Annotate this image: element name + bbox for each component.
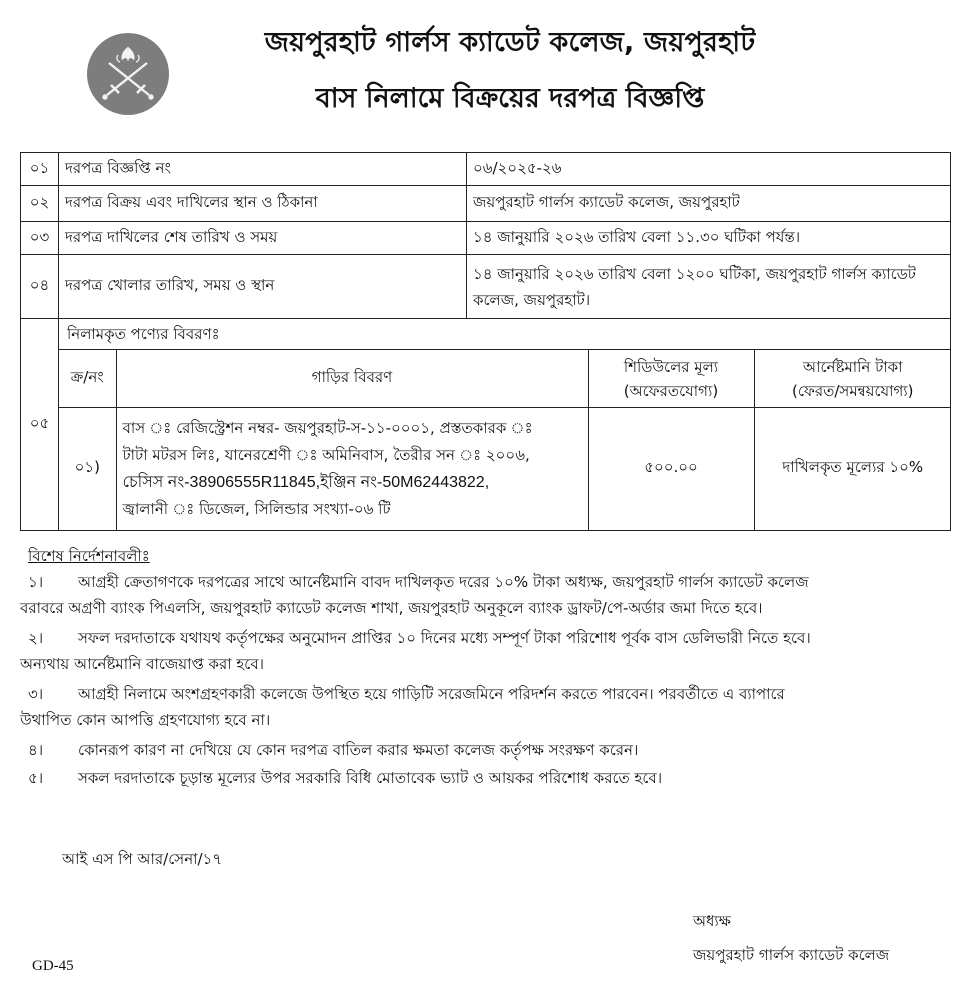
- instruction-number: ২।: [28, 629, 44, 647]
- auction-header-row: [59, 350, 951, 408]
- instructions-heading: বিশেষ নির্দেশনাবলীঃ: [28, 547, 150, 565]
- col-serial-header: ক্র/নং: [59, 350, 116, 408]
- signatory-organization: জয়পুরহাট গার্লস ক্যাডেট কলেজ: [693, 946, 890, 964]
- auction-items-table: [59, 349, 951, 530]
- item-desc-line2: টাটা মটরস লিঃ, যানেরশ্রেণী ঃ অমিনিবাস, তৈরীর সন ঃ ২০০৬,: [122, 445, 530, 464]
- auction-heading: নিলামকৃত পণ্যের বিবরণঃ: [67, 325, 220, 343]
- instruction-number: ৪।: [28, 741, 44, 759]
- auction-row: [21, 319, 951, 531]
- col-desc-header: গাড়ির বিবরণ: [116, 350, 588, 408]
- col-price-line2: (অফেরতযোগ্য): [623, 381, 719, 400]
- instruction-item: [20, 737, 945, 763]
- row-number: ০৫: [21, 319, 59, 531]
- row-label: দরপত্র বিক্রয় এবং দাখিলের স্থান ও ঠিকানা: [59, 186, 467, 222]
- row-label: দরপত্র খোলার তারিখ, সময় ও স্থান: [59, 255, 467, 319]
- table-row: [21, 255, 951, 319]
- instruction-item: [20, 765, 945, 791]
- signatory-title: অধ্যক্ষ: [693, 912, 731, 930]
- row-label: দরপত্র দাখিলের শেষ তারিখ ও সময়: [59, 222, 467, 255]
- row-number: ০৪: [21, 255, 59, 319]
- col-price-header: [588, 350, 754, 408]
- item-desc-line4: জ্বালানী ঃ ডিজেল, সিলিন্ডার সংখ্যা-০৬ টি: [122, 499, 391, 518]
- reference-number: আই এস পি আর/সেনা/১৭: [62, 850, 223, 868]
- instruction-number: ৫।: [28, 769, 44, 787]
- item-desc-line1: বাস ঃ রেজিস্ট্রেশন নম্বর- জয়পুরহাট-স-১১-০০০১, প্রস্ততকারক ঃ: [122, 418, 533, 437]
- instruction-text-cont: বরাবরে অগ্রণী ব্যাংক পিএলসি, জয়পুরহাট ক্যাডেট কলেজ শাখা, জয়পুরহাট অনুকূলে ব্যাংক ড্রাফট/পে-অর্ডার জমা দিতে হবে।: [20, 599, 763, 617]
- instruction-text: আগ্রহী ক্রেতাগণকে দরপত্রের সাথে আর্নেষ্টমানি বাবদ দাখিলকৃত দরের ১০% টাকা অধ্যক্ষ, জয়পুরহাট গার্লস ক্যাডেট কলেজ: [78, 573, 809, 591]
- auction-cell: [59, 319, 951, 531]
- instruction-text: কোনরূপ কারণ না দেখিয়ে যে কোন দরপত্র বাতিল করার ক্ষমতা কলেজ কর্তৃপক্ষ সংরক্ষণ করেন।: [78, 741, 639, 759]
- instruction-number: ১।: [28, 573, 44, 591]
- tender-info-table: [20, 152, 951, 531]
- instruction-item: [20, 569, 945, 621]
- instruction-number: ৩।: [28, 685, 44, 703]
- item-price: ৫০০.০০: [588, 408, 754, 530]
- instruction-text: সফল দরদাতাকে যথাযথ কর্তৃপক্ষের অনুমোদন প্রাপ্তির ১০ দিনের মধ্যে সম্পূর্ণ টাকা পরিশোধ পূর্বক বাস ডেলিভারী নিতে হবে।: [78, 629, 811, 647]
- instruction-text-cont: অন্যথায় আর্নেষ্টমানি বাজেয়াপ্ত করা হবে।: [20, 655, 265, 673]
- item-earnest-money: দাখিলকৃত মূল্যের ১০%: [754, 408, 951, 530]
- col-money-header: [754, 350, 951, 408]
- instruction-text-cont: উথাপিত কোন আপত্তি গ্রহণযোগ্য হবে না।: [20, 711, 271, 729]
- table-row: [21, 186, 951, 222]
- row-label: দরপত্র বিজ্ঞপ্তি নং: [59, 153, 467, 186]
- row-number: ০৩: [21, 222, 59, 255]
- row-value: ০৬/২০২৫-২৬: [467, 153, 951, 186]
- table-row: [21, 153, 951, 186]
- col-money-line2: (ফেরত/সমন্বয়যোগ্য): [791, 381, 914, 400]
- college-title: জয়পুরহাট গার্লস ক্যাডেট কলেজ, জয়পুরহাট: [264, 27, 756, 58]
- crossed-swords-icon: [87, 33, 169, 115]
- college-crest-logo: [87, 33, 169, 115]
- row-number: ০২: [21, 186, 59, 222]
- document-code: GD-45: [32, 958, 74, 974]
- instruction-item: [20, 681, 945, 733]
- row-value: ১৪ জানুয়ারি ২০২৬ তারিখ বেলা ১১.৩০ ঘটিকা পর্যন্ত।: [467, 222, 951, 255]
- item-serial: ০১): [59, 408, 116, 530]
- page-header: [0, 0, 957, 150]
- item-desc-line3: চেসিস নং-38906555R11845,ইঞ্জিন নং-50M62443822,: [122, 473, 490, 491]
- table-row: [21, 222, 951, 255]
- auction-item-row: [59, 408, 951, 530]
- row-number: ০১: [21, 153, 59, 186]
- notice-title: বাস নিলামে বিক্রয়ের দরপত্র বিজ্ঞপ্তি: [315, 83, 705, 114]
- item-description: [116, 408, 588, 530]
- special-instructions: [20, 543, 945, 791]
- row-value: জয়পুরহাট গার্লস ক্যাডেট কলেজ, জয়পুরহাট: [467, 186, 951, 222]
- instruction-item: [20, 625, 945, 677]
- col-price-line1: শিডিউলের মূল্য: [623, 357, 719, 376]
- col-money-line1: আর্নেষ্টমানি টাকা: [802, 357, 903, 376]
- instruction-text: সকল দরদাতাকে চূড়ান্ত মূল্যের উপর সরকারি বিধি মোতাবেক ভ্যাট ও আয়কর পরিশোধ করতে হবে।: [78, 769, 663, 787]
- row-value: ১৪ জানুয়ারি ২০২৬ তারিখ বেলা ১২০০ ঘটিকা, জয়পুরহাট গার্লস ক্যাডেট কলেজ, জয়পুরহাট।: [467, 255, 951, 319]
- instruction-text: আগ্রহী নিলামে অংশগ্রহণকারী কলেজে উপস্থিত হয়ে গাড়িটি সরেজমিনে পরিদর্শন করতে পারবেন। পরবর্তীতে এ ব্যাপারে: [78, 685, 785, 703]
